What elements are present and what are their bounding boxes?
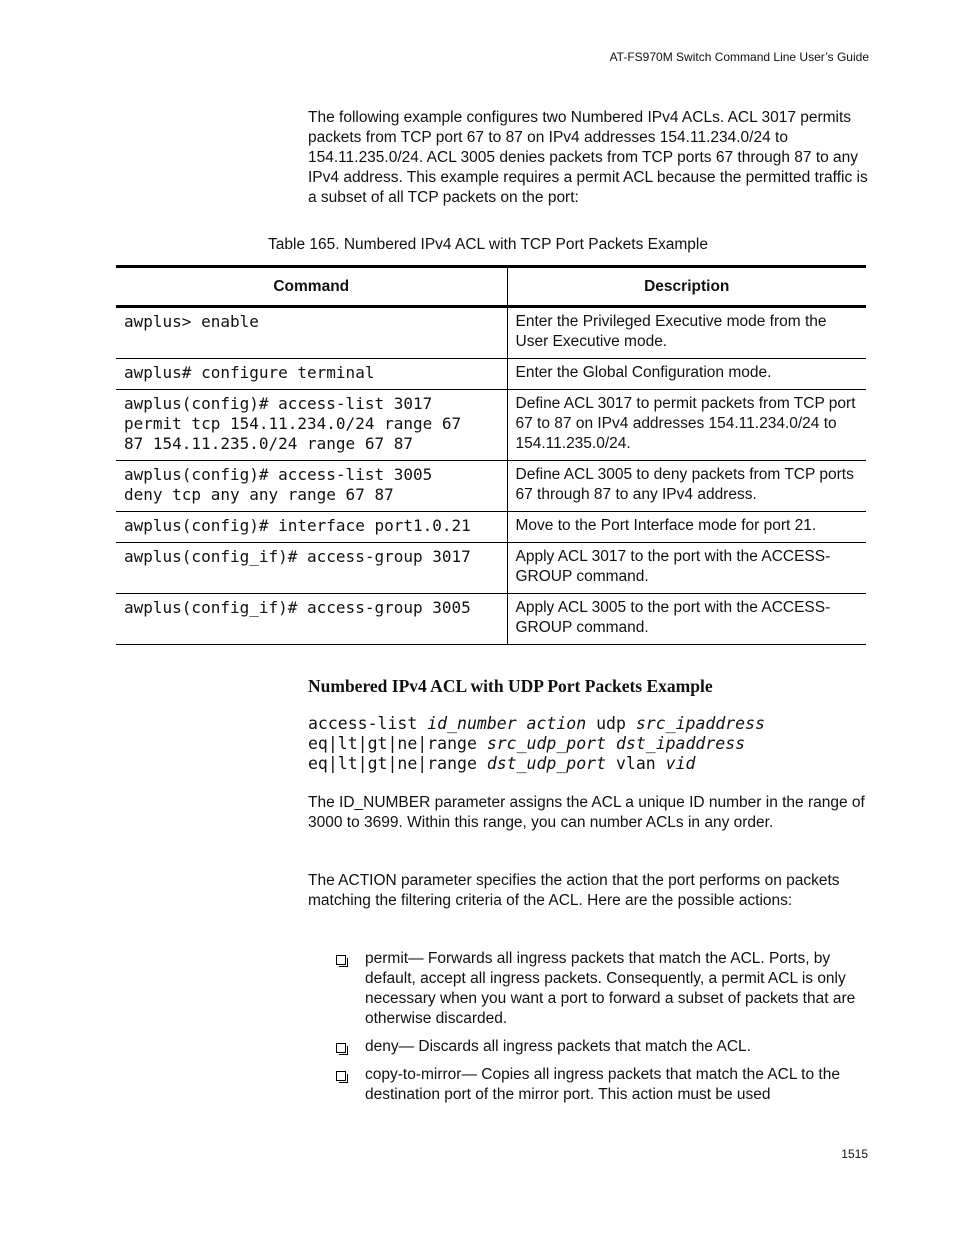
page-number: 1515 [841,1147,868,1161]
intro-paragraph: The following example configures two Numbered IPv4 ACLs. ACL 3017 permits packets from TCP port 67 to 87 on IPv4 addresses 154.11.234.0/24 to 154.11.235.0/24. ACL 3005 denies packets from TCP ports 67 through 87 to any IPv4 address. This example requires a permit ACL because the permitted traffic is a subset of all TCP packets on the port: [308,109,868,206]
command-cell: awplus> enable [116,307,507,359]
action-paragraph: The ACTION parameter specifies the action that the port performs on packets matching the filtering criteria of the ACL. Here are the possible actions: [308,872,840,909]
syntax-variable: src_ipaddress [635,714,765,733]
command-cell: awplus(config)# access-list 3005 deny tcp any any range 67 87 [116,461,507,512]
description-cell: Apply ACL 3017 to the port with the ACCESS-GROUP command. [507,543,866,594]
table-row [116,594,866,645]
description-cell: Define ACL 3017 to permit packets from TCP port 67 to 87 on IPv4 addresses 154.11.234.0/24 to 154.11.235.0/24. [507,390,866,461]
command-cell: awplus(config)# access-list 3017 permit tcp 154.11.234.0/24 range 67 87 154.11.235.0/24 range 67 87 [116,390,507,461]
list-item-text: deny— Discards all ingress packets that match the ACL. [365,1038,751,1055]
syntax-variable: src_udp_port dst_ipaddress [486,734,746,753]
list-item-text: permit— Forwards all ingress packets that match the ACL. Ports, by default, accept all ingress packets. Consequently, a permit ACL is only necessary when you want a port to forward a subset of packets that are otherwise discarded. [365,950,856,1027]
description-cell: Define ACL 3005 to deny packets from TCP ports 67 through 87 to any IPv4 address. [507,461,866,512]
checkbox-bullet-icon [336,1043,346,1053]
action-list [336,949,868,1113]
table-row [116,512,866,543]
command-cell: awplus# configure terminal [116,359,507,390]
command-cell: awplus(config_if)# access-group 3005 [116,594,507,645]
syntax-keyword: udp [586,714,636,733]
command-syntax [308,714,765,774]
checkbox-bullet-icon [336,955,346,965]
command-cell: awplus(config_if)# access-group 3017 [116,543,507,594]
syntax-keyword: access-list [308,714,428,733]
running-header: AT-FS970M Switch Command Line User’s Guide [609,50,869,64]
column-header-description: Description [507,267,866,307]
description-cell: Enter the Global Configuration mode. [507,359,866,390]
table-caption: Table 165. Numbered IPv4 ACL with TCP Port Packets Example [268,236,708,253]
checkbox-bullet-icon [336,1071,346,1081]
description-cell: Apply ACL 3005 to the port with the ACCESS-GROUP command. [507,594,866,645]
syntax-keyword: vlan [606,754,666,773]
table-row [116,359,866,390]
description-cell: Enter the Privileged Executive mode from the User Executive mode. [507,307,866,359]
table-row [116,307,866,359]
table-row [116,461,866,512]
list-item [336,1037,868,1057]
command-cell: awplus(config)# interface port1.0.21 [116,512,507,543]
list-item [336,949,868,1029]
list-item-text: copy-to-mirror— Copies all ingress packets that match the ACL to the destination port of the mirror port. This action must be used [365,1066,840,1103]
syntax-keyword: eq|lt|gt|ne|range [308,754,487,773]
section-heading: Numbered IPv4 ACL with UDP Port Packets Example [308,676,713,696]
table-header-row [116,267,866,307]
table-row [116,390,866,461]
syntax-variable: vid [665,754,696,773]
syntax-variable: dst_udp_port [486,754,607,773]
syntax-keyword: eq|lt|gt|ne|range [308,734,487,753]
list-item [336,1065,868,1105]
description-cell: Move to the Port Interface mode for port 21. [507,512,866,543]
table-row [116,543,866,594]
command-table [116,265,866,645]
syntax-variable: id_number action [427,714,587,733]
column-header-command: Command [116,267,507,307]
id-number-paragraph: The ID_NUMBER parameter assigns the ACL a unique ID number in the range of 3000 to 3699. Within this range, you can number ACLs in any order. [308,794,865,831]
